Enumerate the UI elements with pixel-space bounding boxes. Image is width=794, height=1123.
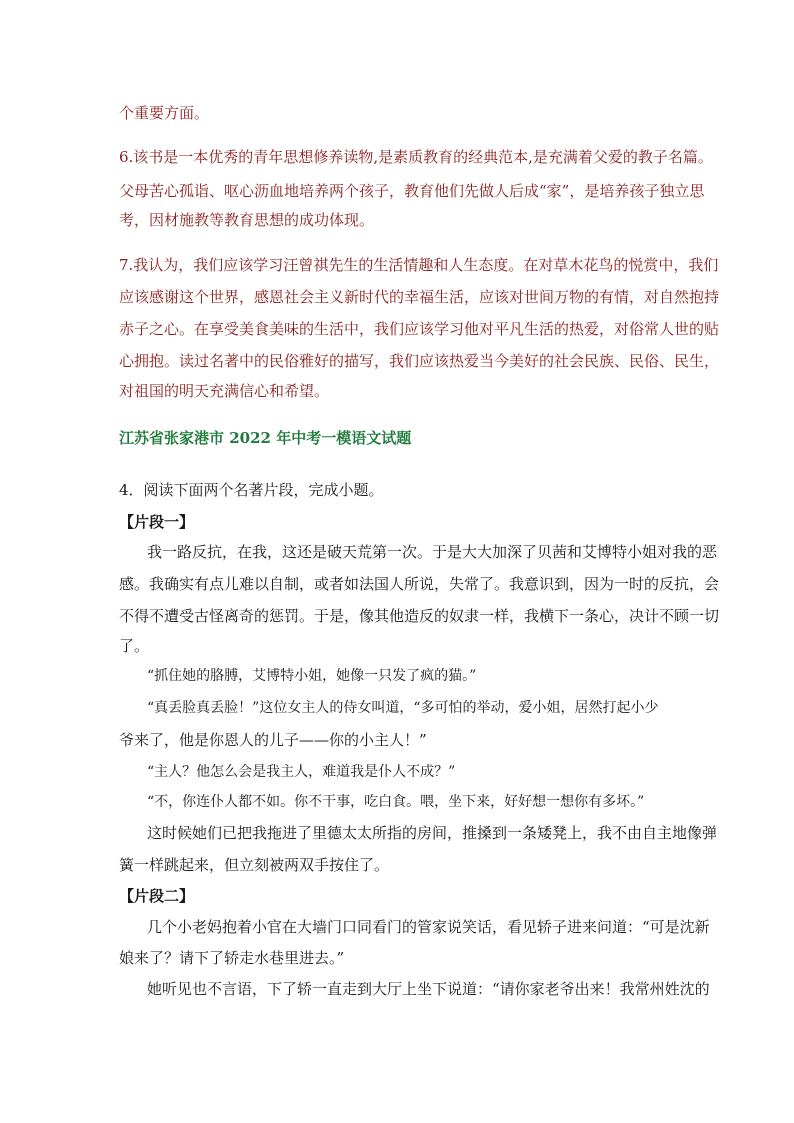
fragment-1-label: 【片段一】 — [119, 513, 195, 531]
answer-text: 个重要方面。 — [119, 104, 210, 122]
fragment-1-line: 这时候她们已把我拖进了里德太太所指的房间，推搡到一条矮凳上，我不由自主地像弹 — [147, 824, 718, 842]
fragment-2-line: 几个小老妈抱着小官在大墙门口同看门的管家说笑话，看见轿子进来问道：“可是沈新 — [147, 918, 710, 936]
answer-6-line-2: 父母苦心孤诣、呕心沥血地培养两个孩子，教育他们先做人后成“家”，是培养孩子独立思 — [119, 182, 705, 200]
answer-7-line-4: 心拥抱。读过名著中的民俗雅好的描写，我们应该热爱当今美好的社会民族、民俗、民生， — [119, 352, 720, 370]
question-prompt: 4．阅读下面两个名著片段，完成小题。 — [119, 481, 384, 499]
fragment-1-line: 感。我确实有点儿难以自制，或者如法国人所说，失常了。我意识到，因为一时的反抗，会 — [119, 575, 720, 593]
fragment-1-line: 了。 — [119, 637, 150, 655]
fragment-2-line: 她听见也不言语，下了轿一直走到大厅上坐下说道：“请你家老爷出来！我常州姓沈的 — [147, 980, 710, 998]
fragment-1-dialog: “抓住她的胳膊，艾博特小姐，她像一只发了疯的猫。” — [147, 668, 477, 684]
answer-6-line-1: 6.该书是一本优秀的青年思想修养读物,是素质教育的经典范本,是充满着父爱的教子名篇。 — [119, 148, 713, 166]
fragment-2-label: 【片段二】 — [119, 887, 195, 905]
answer-7-line-2: 应该感谢这个世界，感恩社会主义新时代的幸福生活，应该对世间万物的有情，对自然抱持 — [119, 288, 720, 306]
answer-7-line-3: 赤子之心。在享受美食美味的生活中，我们应该学习他对平凡生活的热爱，对俗常人世的贴 — [119, 320, 720, 338]
fragment-1-line: 簧一样跳起来，但立刻被两双手按住了。 — [119, 856, 390, 874]
fragment-1-line: 我一路反抗，在我，这还是破天荒第一次。于是大大加深了贝茜和艾博特小姐对我的恶 — [147, 543, 718, 561]
fragment-1-dialog: “主人？他怎么会是我主人，难道我是仆人不成？” — [147, 764, 456, 780]
fragment-1-dialog: “真丢脸真丢脸！”这位女主人的侍女叫道，“多可怕的举动，爱小姐，居然打起小少 — [147, 700, 659, 716]
fragment-1-dialog: “不，你连仆人都不如。你不干事，吃白食。喂，坐下来，好好想一想你有多坏。” — [147, 794, 645, 810]
answer-6-line-3: 考，因材施教等教育思想的成功体现。 — [119, 211, 375, 229]
section-title: 江苏省张家港市 2022 年中考一模语文试题 — [119, 429, 412, 447]
fragment-1-line: 爷来了，他是你恩人的儿子——你的小主人！” — [119, 731, 427, 749]
answer-7-line-5: 对祖国的明天充满信心和希望。 — [119, 382, 330, 400]
fragment-1-line: 不得不遭受古怪离奇的惩罚。于是，像其他造反的奴隶一样，我横下一条心，决计不顾一切 — [119, 607, 720, 625]
answer-7-line-1: 7.我认为，我们应该学习汪曾祺先生的生活情趣和人生态度。在对草木花鸟的悦赏中，我们 — [119, 256, 719, 274]
fragment-2-line: 娘来了？请下了轿走水巷里进去。” — [119, 949, 345, 967]
